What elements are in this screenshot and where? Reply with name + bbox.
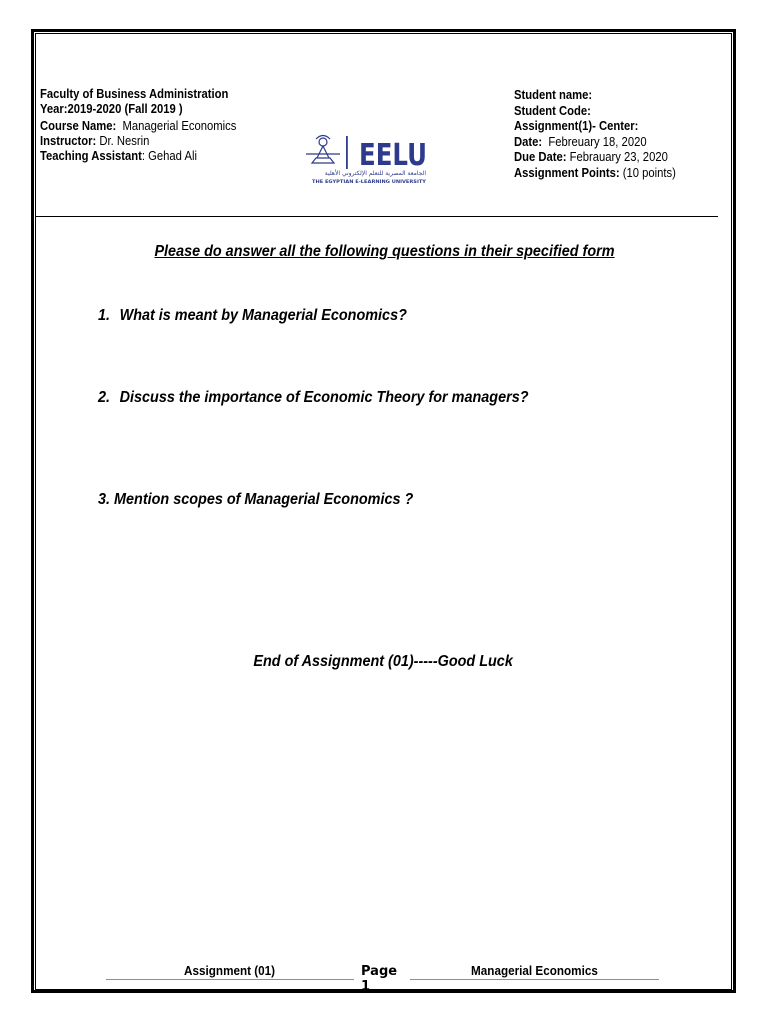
instructor-label: Instructor: bbox=[40, 134, 97, 148]
instruction-heading: Please do answer all the following questions in their specified form bbox=[154, 243, 615, 260]
due-date-value: Febrauary 23, 2020 bbox=[569, 150, 668, 164]
date-label: Date: bbox=[514, 134, 543, 149]
date-row bbox=[514, 135, 703, 151]
faculty-name: Faculty of Business Administration bbox=[40, 87, 229, 101]
assignment-points-row bbox=[514, 166, 703, 182]
date-value: Febreuary 18, 2020 bbox=[548, 134, 647, 149]
course-name-row bbox=[40, 119, 283, 134]
instructor-row bbox=[40, 134, 283, 149]
page-number: 1 bbox=[361, 979, 371, 994]
teaching-assistant-label: Teaching Assistant bbox=[40, 149, 142, 163]
footer-assignment-text: Assignment (01) bbox=[184, 963, 276, 978]
footer-course bbox=[410, 963, 659, 980]
assignment-center-label: Assignment(1)- Center: bbox=[514, 119, 639, 133]
question-text: Discuss the importance of Economic Theory for managers? bbox=[119, 389, 529, 406]
course-name-value: Managerial Economics bbox=[122, 119, 237, 133]
footer-assignment bbox=[106, 963, 354, 980]
footer-course-text: Managerial Economics bbox=[471, 963, 598, 978]
assignment-points-label: Assignment Points: bbox=[514, 165, 620, 180]
logo-wordmark: EELU bbox=[359, 138, 427, 173]
question-3 bbox=[98, 491, 413, 509]
logo-english-line: THE EGYPTIAN E-LEARNING UNIVERSITY bbox=[312, 180, 416, 185]
page-label: Page bbox=[361, 964, 398, 979]
question-text: Mention scopes of Managerial Economics ? bbox=[114, 491, 414, 508]
question-number: 3. bbox=[98, 491, 111, 508]
header-divider bbox=[36, 216, 718, 217]
course-name-label: Course Name: bbox=[40, 119, 117, 133]
instructor-value: Dr. Nesrin bbox=[99, 134, 150, 148]
academic-year: Year:2019-2020 (Fall 2019 ) bbox=[40, 102, 183, 116]
student-code-label: Student Code: bbox=[514, 103, 591, 118]
question-2 bbox=[98, 389, 528, 407]
question-number: 2. bbox=[98, 389, 111, 406]
question-number: 1. bbox=[98, 307, 111, 324]
due-date-label: Due Date: bbox=[514, 150, 567, 164]
closing-line: End of Assignment (01)-----Good Luck bbox=[253, 653, 513, 670]
logo-arabic-line: الجامعة المصرية للتعلم الإلكتروني الأهلية bbox=[324, 170, 426, 177]
teaching-assistant-value: : Gehad Ali bbox=[141, 149, 197, 163]
question-1 bbox=[98, 307, 407, 325]
header-left bbox=[40, 87, 310, 164]
eelu-logo bbox=[302, 133, 430, 187]
due-date-row bbox=[514, 150, 703, 166]
teaching-assistant-row bbox=[40, 149, 283, 164]
header-right bbox=[514, 88, 724, 181]
question-text: What is meant by Managerial Economics? bbox=[119, 307, 407, 324]
student-name-label: Student name: bbox=[514, 88, 593, 102]
footer-page-number bbox=[361, 964, 405, 994]
satellite-dish-icon bbox=[306, 136, 340, 164]
assignment-points-value: (10 points) bbox=[622, 165, 676, 180]
